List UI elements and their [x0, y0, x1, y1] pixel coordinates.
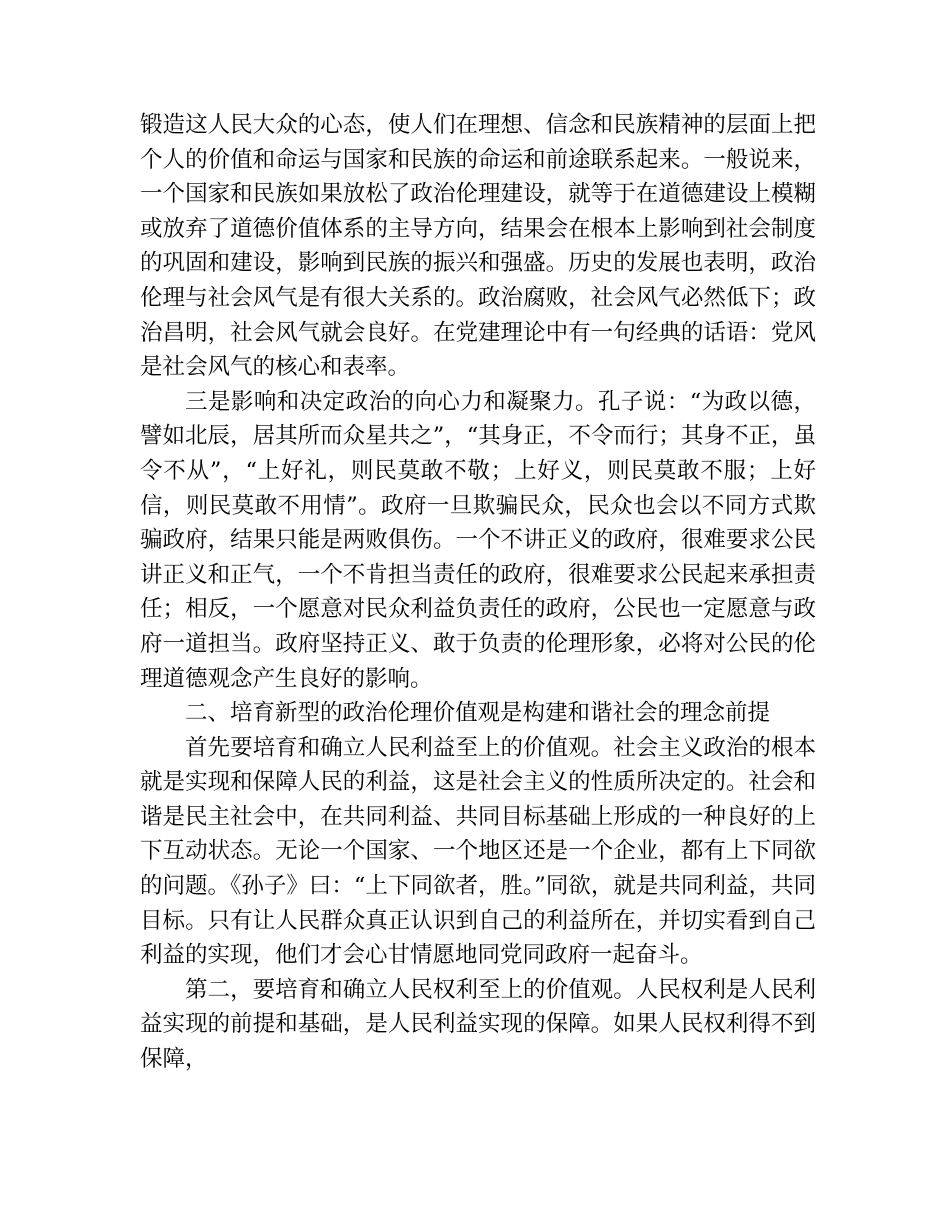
- paragraph-4: 第二，要培育和确立人民权利至上的价值观。人民权利是人民利益实现的前提和基础，是人民利益实现的保障。如果人民权利得不到保障，: [140, 976, 816, 1073]
- paragraph-1: 锻造这人民大众的心态，使人们在理想、信念和民族精神的层面上把个人的价值和命运与国家和民族的命运和前途联系起来。一般说来，一个国家和民族如果放松了政治伦理建设，就等于在道德建设上模糊或放弃了道德价值体系的主导方向，结果会在根本上影响到社会制度的巩固和建设，影响到民族的振兴和强盛。历史的发展也表明，政治伦理与社会风气是有很大关系的。政治腐败，社会风气必然低下；政治昌明，社会风气就会良好。在党建理论中有一句经典的话语：党风是社会风气的核心和表率。: [140, 112, 816, 381]
- paragraph-2: 三是影响和决定政治的向心力和凝聚力。孔子说：“为政以德，譬如北辰，居其所而众星共之”，“其身正，不令而行；其身不正，虽令不从”，“上好礼，则民莫敢不敬；上好义，则民莫敢不服；上好信，则民莫敢不用情”。政府一旦欺骗民众，民众也会以不同方式欺骗政府，结果只能是两败俱伤。一个不讲正义的政府，很难要求公民讲正义和正气，一个不肯担当责任的政府，很难要求公民起来承担责任；相反，一个愿意对民众利益负责任的政府，公民也一定愿意与政府一道担当。政府坚持正义、敢于负责的伦理形象，必将对公民的伦理道德观念产生良好的影响。: [140, 388, 816, 692]
- document-body: [140, 108, 816, 1077]
- section-heading: 二、培育新型的政治伦理价值观是构建和谐社会的理念前提: [185, 700, 771, 727]
- paragraph-3: 首先要培育和确立人民利益至上的价值观。社会主义政治的根本就是实现和保障人民的利益，这是社会主义的性质所决定的。社会和谐是民主社会中，在共同利益、共同目标基础上形成的一种良好的上下互动状态。无论一个国家、一个地区还是一个企业，都有上下同欲的问题。《孙子》曰：“上下同欲者，胜。”同欲，就是共同利益，共同目标。只有让人民群众真正认识到自己的利益所在，并切实看到自己利益的实现，他们才会心甘情愿地同党同政府一起奋斗。: [140, 734, 816, 969]
